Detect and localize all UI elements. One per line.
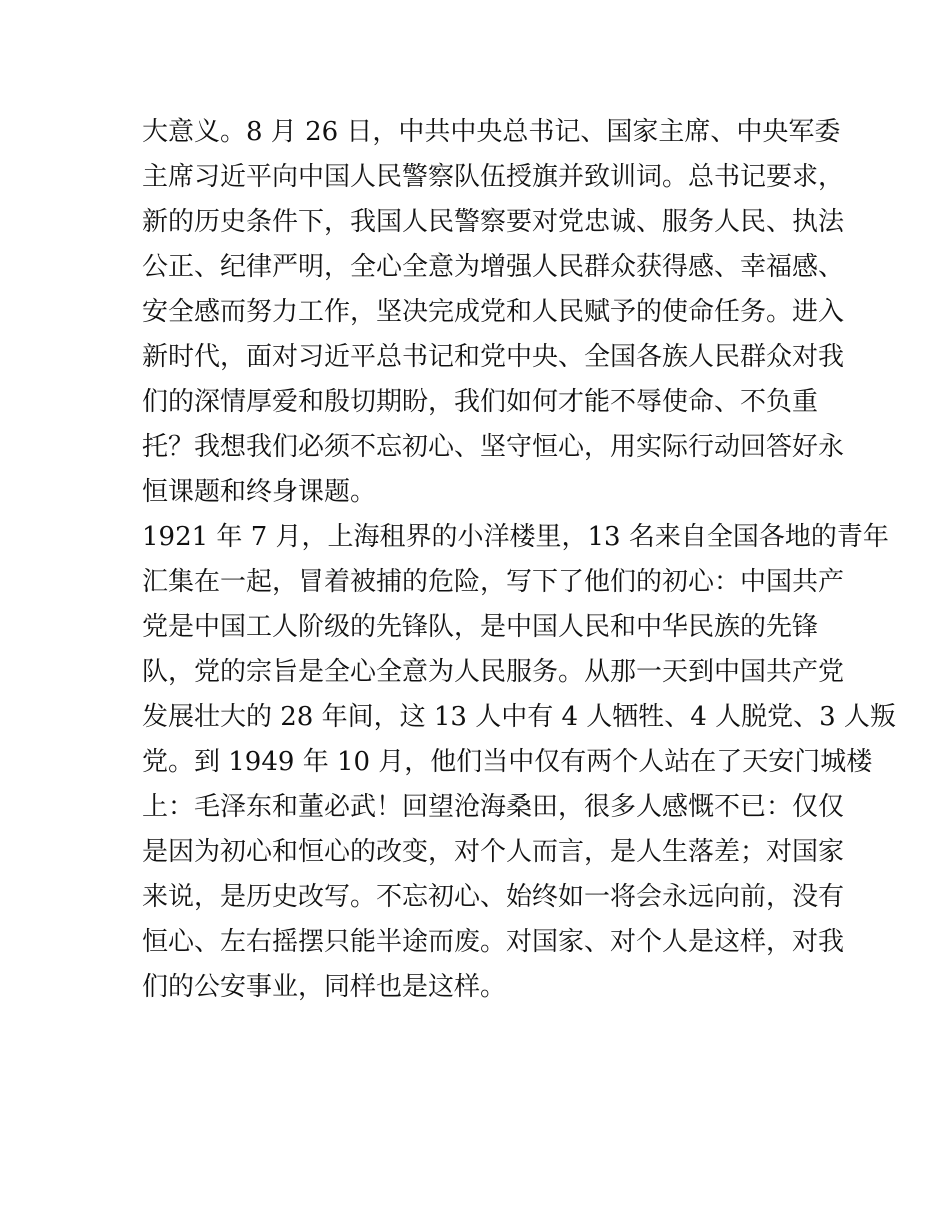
text-line: 公正、纪律严明，全心全意为增强人民群众获得感、幸福感、 [142, 252, 845, 282]
paragraph-2 [142, 515, 896, 1010]
text-line: 新的历史条件下，我国人民警察要对党忠诚、服务人民、执法 [142, 207, 845, 237]
text-line: 新时代，面对习近平总书记和党中央、全国各族人民群众对我 [142, 342, 845, 372]
text-line: 汇集在一起，冒着被捕的危险，写下了他们的初心：中国共产 [142, 567, 845, 597]
text-line: 恒心、左右摇摆只能半途而废。对国家、对个人是这样，对我 [142, 927, 845, 957]
text-line: 恒课题和终身课题。 [142, 477, 377, 507]
text-line: 主席习近平向中国人民警察队伍授旗并致训词。总书记要求， [142, 162, 845, 192]
text-line: 托？我想我们必须不忘初心、坚守恒心，用实际行动回答好永 [142, 432, 845, 462]
paragraph-1 [142, 110, 845, 515]
text-line: 大意义。8 月 26 日，中共中央总书记、国家主席、中央军委 [142, 117, 841, 147]
text-line: 发展壮大的 28 年间，这 13 人中有 4 人牺牲、4 人脱党、3 人叛 [142, 702, 896, 732]
body-text [142, 110, 896, 1010]
text-line: 队，党的宗旨是全心全意为人民服务。从那一天到中国共产党 [142, 657, 845, 687]
text-line: 1921 年 7 月，上海租界的小洋楼里，13 名来自全国各地的青年 [142, 522, 889, 552]
text-line: 们的公安事业，同样也是这样。 [142, 972, 507, 1002]
text-line: 党。到 1949 年 10 月，他们当中仅有两个人站在了天安门城楼 [142, 747, 873, 777]
text-line: 安全感而努力工作，坚决完成党和人民赋予的使命任务。进入 [142, 297, 845, 327]
text-line: 党是中国工人阶级的先锋队，是中国人民和中华民族的先锋 [142, 612, 819, 642]
text-line: 是因为初心和恒心的改变，对个人而言，是人生落差；对国家 [142, 837, 845, 867]
text-line: 来说，是历史改写。不忘初心、始终如一将会永远向前，没有 [142, 882, 845, 912]
text-line: 上：毛泽东和董必武！回望沧海桑田，很多人感慨不已：仅仅 [142, 792, 845, 822]
text-line: 们的深情厚爱和殷切期盼，我们如何才能不辱使命、不负重 [142, 387, 819, 417]
